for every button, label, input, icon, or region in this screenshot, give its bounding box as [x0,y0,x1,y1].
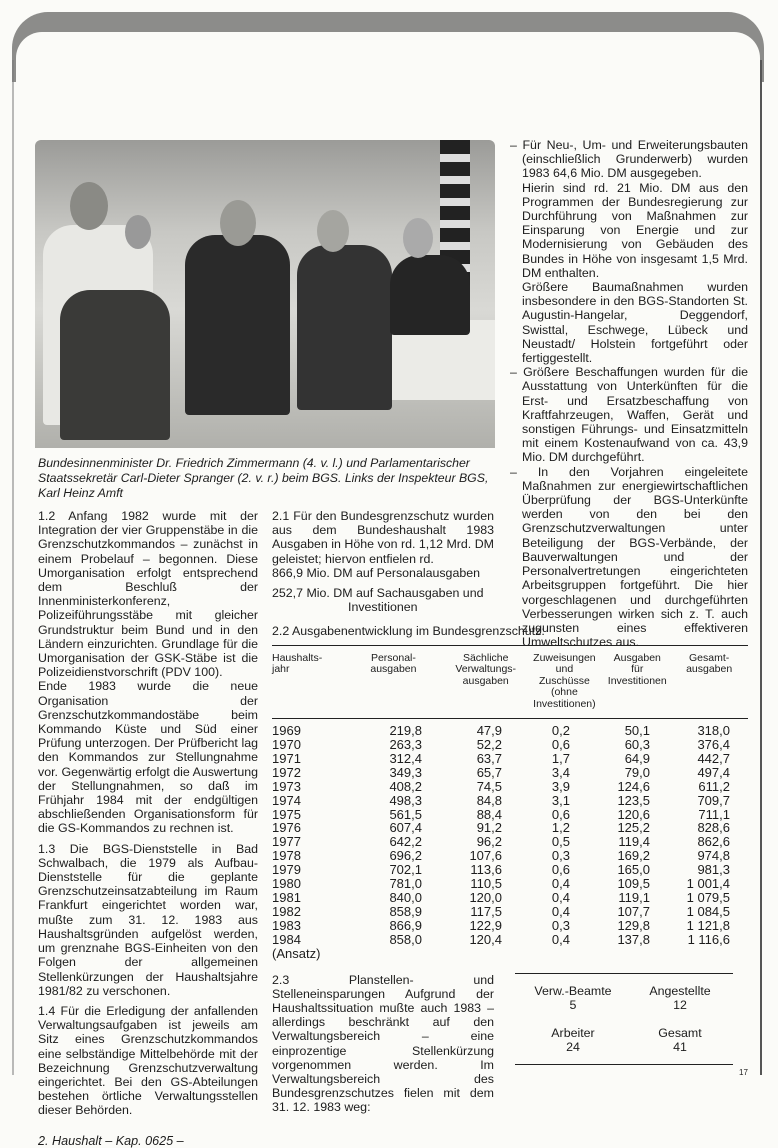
list-item-text: In den Vorjahren eingeleitete Maßnahmen zur energiewirtschaftlichen Überprüfung der BGS-Unterkünfte werden von den bei den Grenzschutzverwaltungen unter Beteiligung der BGS-Verbände, der Bauverwaltungen und der Personalvertretungen eingerichteten Arbeitsgruppen fortgeführt. Die hier vorgeschlagenen und durchgeführten Verbesserungen wirken sich z. T. auch zugunsten eines effektiveren Umweltschutzes aus. [522,464,748,650]
list-item-paragraph: Hierin sind rd. 21 Mio. DM aus den Programmen der Bundesregierung zur Durchführung von Maßnahmen zur Einsparung von Energie und zur Modernisierung von Gebäuden des Bundes in Höhe von insgesamt 1,5 Mrd. DM enthalten. [522,180,748,280]
table-cell: 1983 [272,917,301,933]
column-header: Haushalts- jahr [272,651,323,676]
list-item-paragraph: Größere Baumaßnahmen wurden insbesondere in den BGS-Standorten St. Augustin-Hangelar, Deggendorf, Swisttal, Eschwege, Lübeck und Neustadt/ Holstein fortgeführt oder fertiggestellt. [522,280,748,366]
table-cell: 64,9 [624,750,650,766]
table-cell: 124,6 [617,778,650,794]
person-figure [297,245,392,410]
column-header: Zuweisungen und Zuschüsse (ohne Investitionen) [533,651,596,710]
table-cell: 312,4 [389,750,422,766]
table-cell: 709,7 [697,792,730,808]
section-heading-haushalt: 2. Haushalt – Kap. 0625 – [38,1133,184,1148]
table-cell: 702,1 [389,862,422,878]
table-footnote: (Ansatz) [272,945,321,961]
table-title: 2.2 Ausgabenentwicklung im Bundesgrenzschutz: [272,624,545,639]
table-row [272,724,748,738]
paragraph-2-1: 2.1 Für den Bundesgrenzschutz wurden aus dem Bundeshaushalt 1983 Ausgaben in Höhe von rd. 1,12 Mrd. DM geleistet; hiervon entfielen rd. [272,509,494,566]
table-row [272,891,748,905]
right-border [760,60,762,1075]
staff-value: 41 [673,1039,687,1054]
table-cell: 318,0 [697,723,730,739]
staff-label: Arbeiter [551,1025,595,1040]
section-2-3 [272,973,748,1115]
table-cell: 107,6 [469,848,502,864]
table-row [272,752,748,766]
table-row [272,821,748,835]
table-cell: 858,0 [389,931,422,947]
left-border [12,60,14,1075]
table-cell: 497,4 [697,764,730,780]
table-cell: 840,0 [389,890,422,905]
table-cell: 0,2 [551,723,570,739]
table-row [272,933,748,947]
table-cell: 96,2 [476,834,502,850]
table-cell: 561,5 [389,806,422,822]
table-row [272,863,748,877]
table-row [272,849,748,863]
personal-line: 866,9 Mio. DM auf Personalausgaben [272,565,481,580]
table-cell: 0,4 [551,876,570,892]
table-cell: 120,4 [469,931,502,947]
table-cell: 129,8 [617,917,650,933]
table-row [272,808,748,822]
staff-cell [523,984,623,1012]
table-cell: 1984 [272,931,301,947]
table-cell: 1 001,4 [686,876,730,892]
table-cell: 858,9 [389,903,422,919]
staff-cell [630,984,730,1012]
table-cell: 52,2 [476,737,502,753]
table-cell: 1970 [272,737,301,753]
staff-label: Gesamt [658,1025,702,1040]
table-cell: 63,7 [476,750,502,766]
table-cell: 376,4 [697,737,730,753]
table-cell: 1 121,8 [686,917,730,933]
table-cell: 442,7 [697,750,730,766]
table-cell: 781,0 [389,876,422,892]
person-figure [185,235,290,415]
table-cell: 0,4 [551,903,570,919]
person-figure [60,290,170,440]
photo [35,140,495,448]
left-column [38,509,258,1148]
table-cell: 107,7 [617,903,650,919]
table-cell: 110,5 [470,876,502,892]
table-cell: 1969 [272,723,301,739]
table-cell: 125,2 [617,820,650,836]
staff-value: 5 [569,997,577,1012]
paragraph-1-3: 1.3 Die BGS-Dienststelle in Bad Schwalbach, die 1979 als Aufbau-Dienststelle für die geplante Grenzschutzeinsatzabteilung im Raum Frankfurt eingerichtet worden war, mußte zum 31. 12. 1983 aus Haushaltsgründen aufgelöst werden, um grenznahe BGS-Einheiten von den Folgen der allgemeinen Stellenkürzungen der Haushaltsjahre 1981/82 zu verschonen. [38,841,258,998]
table-cell: 1980 [272,876,301,892]
person-head [403,218,433,258]
table-row [272,766,748,780]
staff-label: Angestellte [649,983,711,998]
table-cell: 0,5 [551,834,570,850]
table-cell: 1981 [272,890,301,905]
table-cell: 137,8 [617,931,650,947]
table-cell: 349,3 [389,764,422,780]
table-cell: 113,6 [470,862,502,878]
table-cell: 0,6 [551,737,570,753]
table-cell: 84,8 [476,792,502,808]
table-cell: 50,1 [624,723,650,739]
table-cell: 974,8 [697,848,730,864]
table-cell: 1974 [272,792,301,808]
table-cell: 0,4 [551,890,570,905]
table-cell: 0,4 [551,931,570,947]
table-cell: 1971 [272,750,301,766]
person-figure [390,255,470,335]
table-cell: 1,2 [551,820,570,836]
list-item: – Für Neu-, Um- und Erweiterungsbauten (einschließlich Grunderwerb) wurden 1983 64,6 Mio. DM ausgegeben. [510,138,748,181]
sach-line: 252,7 Mio. DM auf Sachausgaben und [272,586,484,601]
column-header: Sächliche Verwaltungs- ausgaben [455,651,517,687]
table-cell: 1976 [272,820,301,836]
table-cell: 3,4 [551,764,570,780]
table-cell: 60,3 [624,737,650,753]
person-head [317,210,349,252]
person-head [70,182,108,230]
table-cell: 120,0 [469,890,502,905]
staff-cell [523,1026,623,1054]
column-header: Gesamt- ausgaben [686,651,733,676]
table-cell: 1973 [272,778,301,794]
table-cell: 1 116,6 [687,931,730,947]
table-cell: 1975 [272,806,301,822]
table-cell: 74,5 [476,778,502,794]
table-cell: 408,2 [389,778,422,794]
paragraph-1-4: 1.4 Für die Erledigung der anfallenden Verwaltungsaufgaben ist jeweils am Sitz eines Grenzschutzkommandos eine selbständige Mittelbehörde mit der Bezeichnung Grenzschutzverwaltung eingerichtet. Bei den GS-Abteilungen bestehen örtliche Verwaltungsstellen dieser Behörden. [38,1003,258,1118]
table-cell: 219,8 [389,723,422,739]
table-row [272,738,748,752]
table-cell: 3,1 [551,792,570,808]
table-cell: 0,6 [551,806,570,822]
staff-reduction-box [515,973,733,1065]
table-cell: 711,1 [698,806,730,822]
table-cell: 88,4 [476,806,502,822]
table-cell: 1,7 [551,750,570,766]
staff-cell [630,1026,730,1054]
table-row [272,780,748,794]
table-cell: 119,1 [618,890,650,905]
table-cell: 109,5 [617,876,650,892]
paragraph-1-2: 1.2 Anfang 1982 wurde mit der Integration der vier Gruppenstäbe in die Grenzschutzkommandos – zunächst in einem Probelauf – begonnen. Diese Umorganisation erfolgt entsprechend dem Beschluß der Innenministerkonferenz, Polizeiführungsstäbe mit gleicher Grundstruktur beim Bund und in den Ländern einzurichten. Grundlage für die Umorganisation der GSK-Stäbe ist die Polizeidienstvorschrift (PDV 100). [38,509,258,680]
table-cell: 1972 [272,764,301,780]
table-cell: 65,7 [476,764,502,780]
column-header: Personal- ausgaben [370,651,417,676]
table-cell: 117,5 [470,903,502,919]
staff-value: 24 [566,1039,580,1054]
table-cell: 498,3 [389,792,422,808]
table-cell: 611,2 [698,778,730,794]
table-cell: 0,3 [551,848,570,864]
table-cell: 607,4 [389,820,422,836]
staff-label: Verw.-Beamte [534,983,612,998]
staff-value: 12 [673,997,687,1012]
table-cell: 123,5 [617,792,650,808]
table-header [272,646,748,720]
list-item-text: Größere Beschaffungen wurden für die Ausstattung von Unterkünften für die Erst- und Ersatzbeschaffung von Kraftfahrzeugen, Waffen, Gerät und sonstigen Führungs- und Einsatzmitteln mit einem Kostenaufwand von ca. 43,9 Mio. DM durchgeführt. [522,365,748,465]
table-cell: 3,9 [551,778,570,794]
person-head [125,215,151,249]
table-cell: 696,2 [389,848,422,864]
table-cell: 47,9 [476,723,502,739]
photo-caption: Bundesinnenminister Dr. Friedrich Zimmermann (4. v. l.) und Parlamentarischer Staatssekretär Carl-Dieter Spranger (2. v. r.) beim BGS. Links der Inspekteur BGS, Karl Heinz Amft [38,456,489,500]
table-row [272,905,748,919]
table-cell: 169,2 [617,848,650,864]
table-cell: 122,9 [469,917,502,933]
table-cell: 862,6 [697,834,730,850]
list-item: – Größere Beschaffungen wurden für die Ausstattung von Unterkünften für die Erst- und Ersatzbeschaffung von Kraftfahrzeugen, Waffen, Gerät und sonstigen Führungs- und Einsatzmitteln mit einem Kostenaufwand von ca. 43,9 Mio. DM durchgeführt. [510,365,748,465]
table-row [272,919,748,933]
list-item-text: Für Neu-, Um- und Erweiterungsbauten (einschließlich Grunderwerb) wurden 1983 64,6 Mio. DM ausgegeben. [522,138,748,181]
table-cell: 91,2 [476,820,502,836]
table-cell: 866,9 [389,917,422,933]
table-row [272,835,748,849]
page-number: 17 [739,1068,748,1077]
table-row [272,794,748,808]
table-cell: 0,6 [551,862,570,878]
table-cell: 165,0 [617,862,650,878]
column-header: Ausgaben für Investitionen [607,651,667,687]
table-row [272,877,748,891]
person-head [220,200,256,246]
table-cell: 1978 [272,848,301,864]
table-cell: 0,3 [551,917,570,933]
table-cell: 263,3 [389,737,422,753]
table-cell: 1 079,5 [686,890,730,905]
table-cell: 1977 [272,834,301,850]
table-cell: 828,6 [697,820,730,836]
table-cell: 79,0 [624,764,650,780]
paragraph-2-3: 2.3 Planstellen- und Stelleneinsparungen Aufgrund der Haushaltssituation mußte auch 1983 – allerdings beschränkt auf den Verwaltungsbereich – eine einprozentige Stellenkürzung vorgenommen werden. Im Verwaltungsbereich des Bundesgrenzschutzes fielen mit dem 31. 12. 1983 weg: [272,972,494,1115]
list-item: – In den Vorjahren eingeleitete Maßnahmen zur energiewirtschaftlichen Überprüfung der BGS-Unterkünfte werden von den bei den Grenzschutzverwaltungen unter Beteiligung der BGS-Verbände, der Bauverwaltungen und der Personalvertretungen eingerichteten Arbeitsgruppen fortgeführt. Die hier vorgeschlagenen und durchgeführten Verbesserungen wirken sich z. T. auch zugunsten eines effektiveren Umweltschutzes aus. [510,464,748,650]
table-cell: 1982 [272,903,301,919]
table-cell: 120,6 [617,806,650,822]
table-cell: 1979 [272,862,301,878]
table-cell: 1 084,5 [686,903,730,919]
paragraph-1-2b: Ende 1983 wurde die neue Organisation der Grenzschutzkommandostäbe beim Kommando Küste und Süd einer Prüfung unterzogen. Der Prüfbericht lag den Kommandos zur Stellungnahme vor. Gegenwärtig erfolgt die Auswertung der Stellungnahmen, so daß im Frühjahr 1984 mit der endgültigen abschließenden Organisationsform für die GS-Kommandos zu rechnen ist. [38,679,258,836]
table-cell: 981,3 [697,862,730,878]
expenditure-table [272,645,748,961]
sach-line-2: Investitionen [348,600,418,615]
table-body [272,719,748,947]
table-cell: 119,4 [618,834,650,850]
middle-column [272,509,748,1115]
table-cell: 642,2 [389,834,422,850]
